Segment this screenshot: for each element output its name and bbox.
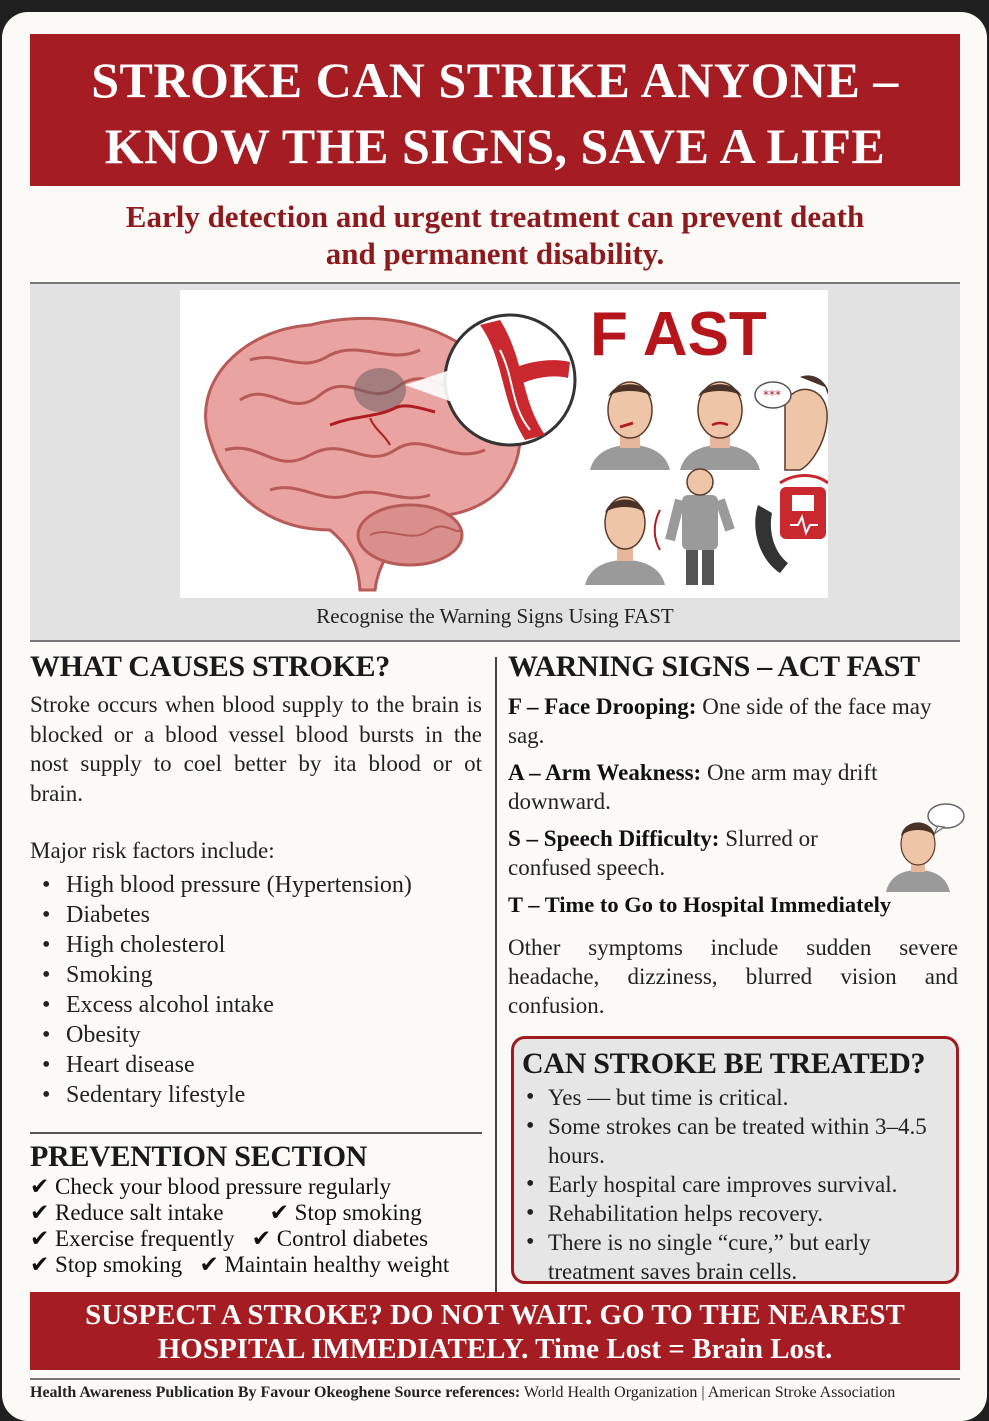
list-item: • Early hospital care improves survival. <box>518 1170 954 1199</box>
credits-sources: World Health Organization | American Stroke Association <box>520 1384 896 1401</box>
title-line-2: KNOW THE SIGNS, SAVE A LIFE <box>104 118 886 174</box>
sign-t-label: T – Time to Go to Hospital Immediately <box>508 892 892 917</box>
fast-illustration-panel <box>30 282 960 642</box>
face-drooping-icon <box>590 382 670 470</box>
check-item: ✔ Stop smoking <box>30 1252 183 1277</box>
credits <box>30 1384 960 1402</box>
svg-text:***: *** <box>763 388 781 402</box>
list-item: • Rehabilitation helps recovery. <box>518 1199 954 1228</box>
causes-paragraph: Stroke occurs when blood supply to the brain is blocked or a blood vessel blood bursts in the nost supply to coel better by ita blood or ot brain. <box>30 692 482 806</box>
prevention-row <box>30 1252 500 1278</box>
cta-line-1: SUSPECT A STROKE? DO NOT WAIT. GO TO THE NEAREST <box>85 1299 905 1331</box>
arm-drift-icon <box>655 469 730 585</box>
title-banner <box>30 34 960 186</box>
speaking-person-icon <box>880 800 966 896</box>
sign-f-text: One side of the face may sag. <box>508 694 932 748</box>
treatment-list <box>518 1083 954 1286</box>
causes-section <box>30 650 482 1110</box>
footer-rule <box>30 1378 960 1380</box>
check-item: ✔ Maintain healthy weight <box>199 1252 450 1277</box>
illustration-area <box>180 290 828 598</box>
list-item: • Excess alcohol intake <box>30 990 482 1020</box>
brain-fast-illustration <box>180 290 828 598</box>
list-item: • High cholesterol <box>30 930 482 960</box>
credits-bold: Health Awareness Publication By Favour Okeoghene Source references: <box>30 1384 521 1401</box>
list-item: • Obesity <box>30 1020 482 1050</box>
prevention-row <box>30 1226 500 1252</box>
check-item: ✔ Exercise frequently <box>30 1226 235 1251</box>
sign-s-text: Slurred or confused speech. <box>508 826 818 880</box>
list-item: • Diabetes <box>30 900 482 930</box>
speech-bubble-icon <box>755 375 828 470</box>
other-symptoms: Other symptoms include sudden severe headache, dizziness, blurred vision and confusion. <box>508 935 958 1018</box>
sign-s-label: S – Speech Difficulty: <box>508 826 720 851</box>
fast-title: F AST <box>590 300 767 369</box>
sign-a-label: A – Arm Weakness: <box>508 760 702 785</box>
sign-f-label: F – Face Drooping: <box>508 694 697 719</box>
sign-f <box>508 692 958 750</box>
causes-heading: WHAT CAUSES STROKE? <box>30 650 390 683</box>
list-item: • Sedentary lifestyle <box>30 1080 482 1110</box>
title-line-1: STROKE CAN STRIKE ANYONE – <box>91 52 899 108</box>
list-item: • There is no single “cure,” but early treatment saves brain cells. <box>518 1228 954 1286</box>
hero-caption: Recognise the Warning Signs Using FAST <box>316 604 674 628</box>
subtitle-line-1: Early detection and urgent treatment can prevent death <box>125 199 865 234</box>
list-item: • Some strokes can be treated within 3–4.5 hours. <box>518 1112 954 1170</box>
prevention-heading: PREVENTION SECTION <box>30 1140 368 1173</box>
subtitle <box>30 198 960 272</box>
prevention-row <box>30 1174 500 1200</box>
arm-weakness-icon <box>680 382 760 470</box>
list-item: • Yes — but time is critical. <box>518 1083 954 1112</box>
prevention-row <box>30 1200 500 1226</box>
check-item: ✔ Check your blood pressure regularly <box>30 1174 391 1199</box>
call-to-action-banner <box>30 1292 960 1370</box>
subtitle-line-2: and permanent disability. <box>325 236 665 271</box>
treatment-heading: CAN STROKE BE TREATED? <box>522 1047 926 1080</box>
risk-intro: Major risk factors include: <box>30 838 275 863</box>
list-item: • Heart disease <box>30 1050 482 1080</box>
list-item: • Smoking <box>30 960 482 990</box>
prevention-section <box>30 1140 500 1278</box>
face-person-icon <box>585 497 665 585</box>
sign-a-text: One arm may drift downward. <box>508 760 878 814</box>
risk-factor-list <box>30 870 482 1110</box>
cta-line-2: HOSPITAL IMMEDIATELY. Time Lost = Brain Lost. <box>157 1333 833 1365</box>
check-item: ✔ Control diabetes <box>251 1226 429 1251</box>
check-item: ✔ Reduce salt intake <box>30 1200 224 1225</box>
check-item: ✔ Stop smoking <box>269 1200 422 1225</box>
prevention-rule <box>30 1132 482 1134</box>
emergency-call-icon <box>755 476 828 574</box>
warning-heading: WARNING SIGNS – ACT FAST <box>508 650 920 683</box>
treatment-box <box>511 1036 959 1284</box>
list-item: • High blood pressure (Hypertension) <box>30 870 482 900</box>
